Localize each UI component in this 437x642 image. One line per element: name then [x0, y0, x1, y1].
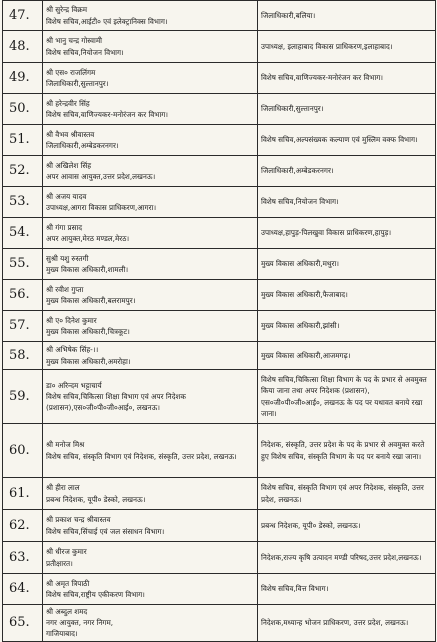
- officer-cell: [43, 542, 258, 574]
- officer-current-post: विशेष सचिव,सिंचाई एवं जल संसाधन विभाग।: [46, 526, 165, 536]
- officer-cell: [43, 63, 258, 94]
- serial-number: 63.: [3, 542, 43, 574]
- new-posting-cell: [258, 187, 436, 218]
- table-row: [3, 31, 436, 63]
- table-row: [3, 510, 436, 542]
- new-posting-text: जिलाधिकारी,अम्बेडकरनगर।: [261, 166, 334, 176]
- serial-number: 62.: [3, 510, 43, 542]
- new-posting-text: विशेष सचिव,अल्पसंख्यक कल्याण एवं मुस्लिम वक्फ विभाग।: [261, 135, 418, 145]
- officer-current-post: विशेष सचिव,राष्ट्रीय एकीकरण विभाग।: [46, 590, 145, 599]
- officer-name: श्री अभिषेक सिंह-।।: [46, 345, 99, 355]
- officer-current-post: अपर आयुक्त,मेरठ मण्डल,मेरठ।: [46, 234, 130, 243]
- officer-name: श्री रवीश गुप्ता: [46, 284, 84, 294]
- officer-name: श्री ए० दिनेश कुमार: [46, 315, 97, 325]
- new-posting-text: निदेशक,राज्य कृषि उत्पादन मण्डी परिषद,उत्तर प्रदेश,लखनऊ।: [261, 552, 422, 562]
- officer-cell: [43, 342, 258, 370]
- new-posting-text: विशेष सचिव,वित्त विभाग।: [261, 584, 329, 594]
- officer-current-post: उपाध्यक्ष,आगरा विकास प्राधिकरण,आगरा।: [46, 203, 157, 212]
- serial-number: 56.: [3, 280, 43, 311]
- officer-name: श्री मनोज मिश्र: [46, 440, 85, 450]
- table-row: [3, 218, 436, 249]
- table-row: [3, 542, 436, 574]
- new-posting-cell: [258, 542, 436, 574]
- serial-number: 53.: [3, 187, 43, 218]
- serial-number: 64.: [3, 574, 43, 605]
- officer-cell: [43, 510, 258, 542]
- table-row: [3, 125, 436, 156]
- officer-cell: [43, 370, 258, 424]
- officer-name: श्री हीरा लाल: [46, 483, 80, 493]
- officer-name: श्री गंगा प्रसाद: [46, 222, 83, 232]
- table-row: [3, 342, 436, 370]
- officer-cell: [43, 311, 258, 342]
- serial-number: 60.: [3, 424, 43, 478]
- officer-name: श्री हरेन्द्रवीर सिंह: [46, 98, 90, 108]
- officer-current-post: विशेष सचिव,चिकित्सा शिक्षा विभाग एवं अपर निदेशक (प्रशासन),एस०जी०पी०जी०आई०, लखनऊ।: [46, 391, 186, 413]
- new-posting-cell: [258, 370, 436, 424]
- transfer-list-body: [3, 1, 436, 642]
- new-posting-cell: [258, 424, 436, 478]
- serial-number: 50.: [3, 94, 43, 125]
- officer-current-post: जिलाधिकारी,सुल्तानपुर।: [46, 79, 109, 88]
- new-posting-cell: [258, 342, 436, 370]
- table-row: [3, 478, 436, 510]
- new-posting-text: विशेष सचिव,वाणिज्यकर-मनोरंजन कर विभाग।: [261, 73, 383, 83]
- officer-current-post: प्रतीक्षारत।: [46, 558, 73, 568]
- officer-name: श्री धीरज कुमार: [46, 547, 87, 557]
- new-posting-cell: [258, 156, 436, 187]
- transfer-list-table: [2, 0, 436, 642]
- new-posting-cell: [258, 125, 436, 156]
- table-row: [3, 424, 436, 478]
- serial-number: 57.: [3, 311, 43, 342]
- officer-current-post: जिलाधिकारी,अम्बेडकरनगर।: [46, 141, 119, 150]
- officer-name: श्री अब्दुल शमद: [46, 607, 88, 616]
- table-row: [3, 249, 436, 280]
- serial-number: 54.: [3, 218, 43, 249]
- new-posting-cell: [258, 605, 436, 642]
- serial-number: 59.: [3, 370, 43, 424]
- table-row: [3, 187, 436, 218]
- table-row: [3, 1, 436, 31]
- officer-cell: [43, 249, 258, 280]
- new-posting-text: मुख्य विकास अधिकारी,झांसी।: [261, 321, 340, 331]
- officer-name: श्री वैभव श्रीवास्तव: [46, 129, 95, 139]
- new-posting-text: विशेष सचिव,नियोजन विभाग।: [261, 197, 339, 207]
- new-posting-cell: [258, 249, 436, 280]
- officer-cell: [43, 424, 258, 478]
- officer-current-post: मुख्य विकास अधिकारी,अमरोहा।: [46, 356, 131, 366]
- officer-cell: [43, 94, 258, 125]
- table-row: [3, 94, 436, 125]
- new-posting-text: मुख्य विकास अधिकारी,मथुरा।: [261, 259, 339, 269]
- serial-number: 55.: [3, 249, 43, 280]
- new-posting-cell: [258, 1, 436, 31]
- officer-current-post: मुख्य विकास अधिकारी,चित्रकूट।: [46, 327, 130, 336]
- new-posting-cell: [258, 574, 436, 605]
- serial-number: 65.: [3, 605, 43, 642]
- new-posting-text: निदेशक, संस्कृति, उत्तर प्रदेश के पद के प्रभार से अवमुक्त करते हुए विशेष सचिव, संस्कृति विभाग के पद पर बनाये रखा जाना।: [261, 440, 425, 461]
- serial-number: 58.: [3, 342, 43, 370]
- table-row: [3, 370, 436, 424]
- officer-cell: [43, 187, 258, 218]
- officer-current-post: विशेष सचिव,वाणिज्यकर-मनोरंजन कर विभाग।: [46, 110, 168, 119]
- officer-current-post: मुख्य विकास अधिकारी,बलरामपुर।: [46, 296, 136, 305]
- officer-name: श्री एस० राजलिंगम: [46, 67, 96, 77]
- officer-cell: [43, 478, 258, 510]
- new-posting-text: निदेशक,मध्यान्ह भोजन प्राधिकरण, उत्तर प्रदेश, लखनऊ।: [261, 618, 409, 628]
- new-posting-text: उपाध्यक्ष, इलाहाबाद विकास प्राधिकरण,इलाहाबाद।: [261, 41, 393, 51]
- new-posting-cell: [258, 510, 436, 542]
- officer-current-post: प्रबन्ध निदेशक, यूपी० डेस्को, लखनऊ।: [46, 494, 146, 504]
- officer-name: श्री सुरेन्द्र विक्रम: [46, 5, 88, 15]
- officer-name: श्री अखिलेश सिंह: [46, 160, 92, 170]
- officer-name: श्री प्रकाश चन्द्र श्रीवास्तव: [46, 515, 111, 525]
- new-posting-cell: [258, 63, 436, 94]
- officer-cell: [43, 218, 258, 249]
- new-posting-cell: [258, 94, 436, 125]
- new-posting-text: प्रबन्ध निदेशक, यूपी० डेस्को, लखनऊ।: [261, 520, 361, 530]
- new-posting-cell: [258, 311, 436, 342]
- new-posting-cell: [258, 478, 436, 510]
- officer-current-post: गाजियाबाद।: [46, 629, 78, 639]
- officer-cell: [43, 31, 258, 63]
- new-posting-text: मुख्य विकास अधिकारी,आजमगढ़।: [261, 350, 351, 360]
- serial-number: 49.: [3, 63, 43, 94]
- serial-number: 47.: [3, 1, 43, 31]
- table-row: [3, 574, 436, 605]
- officer-name: श्री अमृत त्रिपाठी: [46, 578, 90, 588]
- new-posting-text: विशेष सचिव,चिकित्सा शिक्षा विभाग के पद के प्रभार से अवमुक्त किया जाना तथा अपर निदेशक (प्रशासन), एस०जी०पी०जी०आई०, लखनऊ के पद पर यथावत बनाये रखा जाना।: [261, 375, 427, 418]
- table-row: [3, 156, 436, 187]
- new-posting-text: उपाध्यक्ष,हापुड़-पिलखुवा विकास प्राधिकरण,हापुड़।: [261, 228, 392, 238]
- new-posting-text: विशेष सचिव, संस्कृति विभाग एवं अपर निदेशक, संस्कृति, उत्तर प्रदेश, लखनऊ।: [261, 483, 424, 504]
- serial-number: 48.: [3, 31, 43, 63]
- new-posting-text: जिलाधिकारी,बलिया।: [261, 10, 316, 20]
- officer-cell: [43, 280, 258, 311]
- table-row: [3, 280, 436, 311]
- officer-current-post: नगर आयुक्त, नगर निगम,: [46, 618, 114, 628]
- officer-name: सुश्री यशु रुस्तगी: [46, 253, 89, 263]
- serial-number: 61.: [3, 478, 43, 510]
- officer-cell: [43, 125, 258, 156]
- serial-number: 52.: [3, 156, 43, 187]
- officer-current-post: विशेष सचिव,नियोजन विभाग।: [46, 47, 124, 57]
- officer-cell: [43, 574, 258, 605]
- officer-current-post: विशेष सचिव,आईटी० एवं इलेक्ट्रानिक्स विभाग।: [46, 16, 168, 26]
- new-posting-cell: [258, 31, 436, 63]
- officer-current-post: अपर आवास आयुक्त,उत्तर प्रदेश,लखनऊ।: [46, 172, 156, 181]
- officer-name: श्री भानु चन्द्र गोस्वामी: [46, 36, 103, 46]
- table-row: [3, 311, 436, 342]
- officer-cell: [43, 156, 258, 187]
- new-posting-text: जिलाधिकारी,सुल्तानपुर।: [261, 104, 324, 114]
- new-posting-text: मुख्य विकास अधिकारी,फैजाबाद।: [261, 290, 348, 300]
- officer-name: श्री अजय यादव: [46, 191, 87, 201]
- officer-name: डा० अरिन्दम भट्टाचार्य: [46, 380, 102, 390]
- officer-current-post: विशेष सचिव, संस्कृति विभाग एवं निदेशक, संस्कृति, उत्तर प्रदेश, लखनऊ।: [46, 451, 237, 461]
- officer-cell: [43, 1, 258, 31]
- officer-cell: [43, 605, 258, 642]
- new-posting-cell: [258, 218, 436, 249]
- new-posting-cell: [258, 280, 436, 311]
- serial-number: 51.: [3, 125, 43, 156]
- table-row: [3, 605, 436, 642]
- officer-current-post: मुख्य विकास अधिकारी,शामली।: [46, 265, 129, 274]
- table-row: [3, 63, 436, 94]
